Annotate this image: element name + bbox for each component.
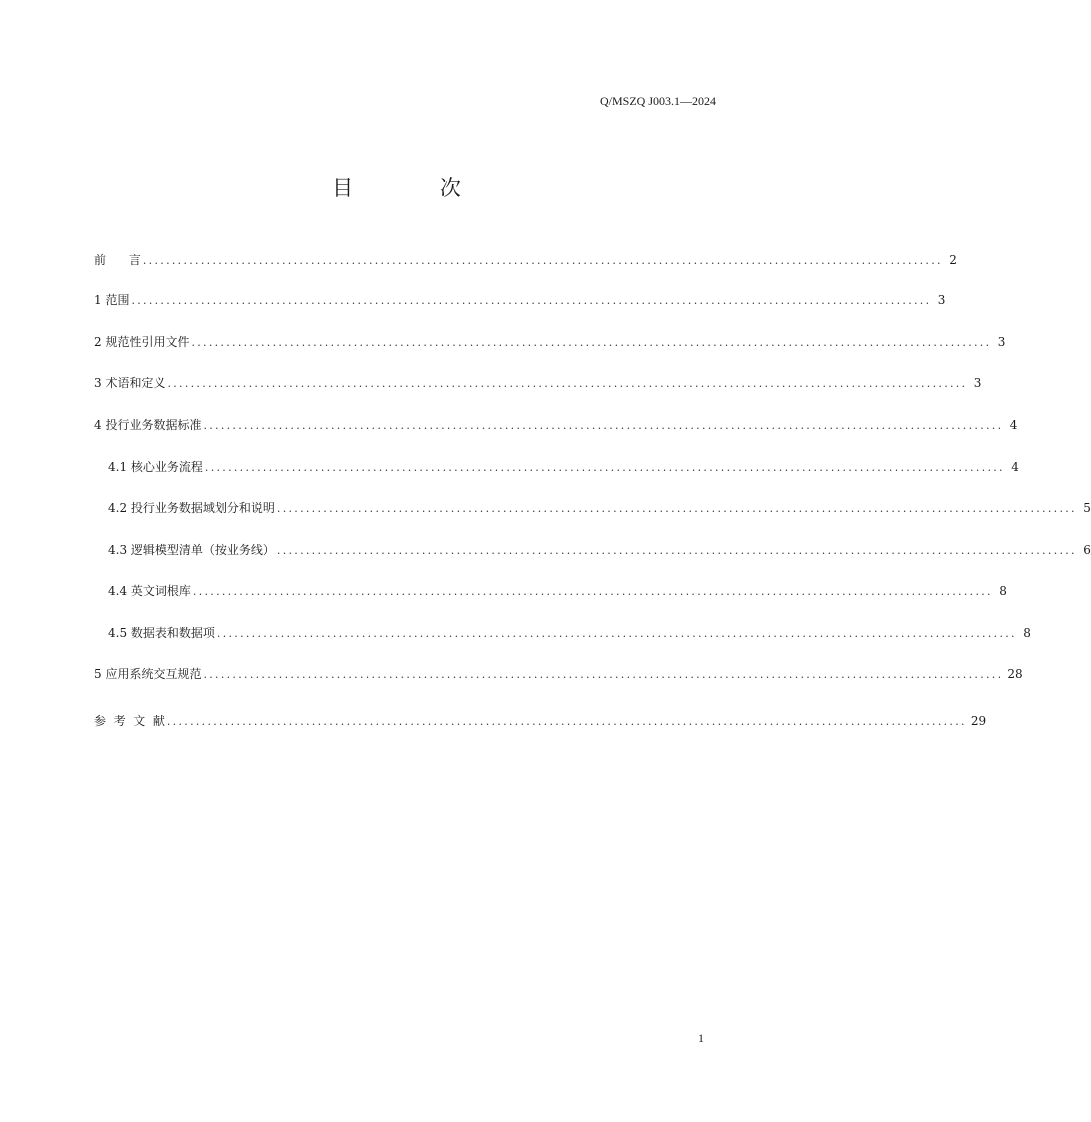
toc-entry-page: 8: [999, 584, 1007, 598]
dot-leader: ..........................................................................................................................................: [191, 336, 992, 349]
toc-entry-label: 4.2 投行业务数据域划分和说明: [108, 501, 275, 515]
dot-leader: ..........................................................................................................................................: [131, 294, 932, 307]
dot-leader: ..........................................................................................................................................: [167, 377, 968, 390]
toc-entry-page: 4: [1009, 418, 1018, 432]
page-number: 1: [698, 1031, 704, 1045]
dot-leader: ..........................................................................................................................................: [192, 585, 993, 598]
toc-entry-page: 6: [1083, 543, 1091, 557]
toc-entry-2[interactable]: [94, 333, 1006, 351]
dot-leader: ..........................................................................................................................................: [276, 502, 1077, 515]
dot-leader: ..........................................................................................................................................: [142, 254, 943, 267]
toc-entry-label: 4.3 逻辑模型清单（按业务线）: [108, 543, 275, 557]
toc-entry-page: 8: [1023, 626, 1031, 640]
toc-entry-page: 5: [1083, 501, 1091, 515]
toc-entry-4-3[interactable]: [108, 541, 1091, 559]
toc-entry-4[interactable]: [94, 416, 1018, 434]
toc-entry-4-5[interactable]: [108, 624, 1031, 642]
toc-entry-3[interactable]: [94, 374, 982, 392]
toc-entry-4-1[interactable]: [108, 458, 1019, 476]
toc-entry-page: 29: [970, 714, 987, 728]
toc-entry-label: 参 考 文 献: [94, 714, 165, 728]
dot-leader: ..........................................................................................................................................: [166, 715, 967, 728]
document-code: Q/MSZQ J003.1—2024: [599, 94, 716, 108]
dot-leader: ..........................................................................................................................................: [216, 627, 1017, 640]
dot-leader: ..........................................................................................................................................: [203, 419, 1004, 432]
toc-entry-1[interactable]: [94, 291, 946, 309]
dot-leader: ..........................................................................................................................................: [204, 461, 1005, 474]
toc-entry-label: 1 范围: [94, 293, 130, 307]
toc-entry-label: 前 言: [94, 253, 141, 267]
toc-entry-references[interactable]: [94, 712, 987, 730]
toc-entry-5[interactable]: [94, 665, 1023, 683]
toc-entry-4-4[interactable]: [108, 582, 1007, 600]
toc-entry-page: 4: [1011, 460, 1019, 474]
toc-entry-label: 3 术语和定义: [94, 376, 166, 390]
dot-leader: ..........................................................................................................................................: [203, 668, 1004, 681]
dot-leader: ..........................................................................................................................................: [276, 544, 1077, 557]
toc-entry-label: 4.4 英文词根库: [108, 584, 191, 598]
toc-entry-label: 2 规范性引用文件: [94, 335, 190, 349]
toc-entry-label: 4.5 数据表和数据项: [108, 626, 215, 640]
toc-entry-page: 28: [1007, 667, 1023, 681]
toc-entry-label: 5 应用系统交互规范: [94, 667, 202, 681]
toc-entry-page: 2: [949, 253, 957, 267]
toc-entry-page: 3: [997, 335, 1006, 349]
toc-entry-foreword[interactable]: [94, 251, 957, 269]
toc-entry-page: 3: [973, 376, 982, 390]
toc-entry-label: 4.1 核心业务流程: [108, 460, 203, 474]
toc-entry-page: 3: [937, 293, 946, 307]
toc-entry-label: 4 投行业务数据标准: [94, 418, 202, 432]
toc-entry-4-2[interactable]: [108, 499, 1091, 517]
page-title: 目 次: [332, 176, 501, 200]
